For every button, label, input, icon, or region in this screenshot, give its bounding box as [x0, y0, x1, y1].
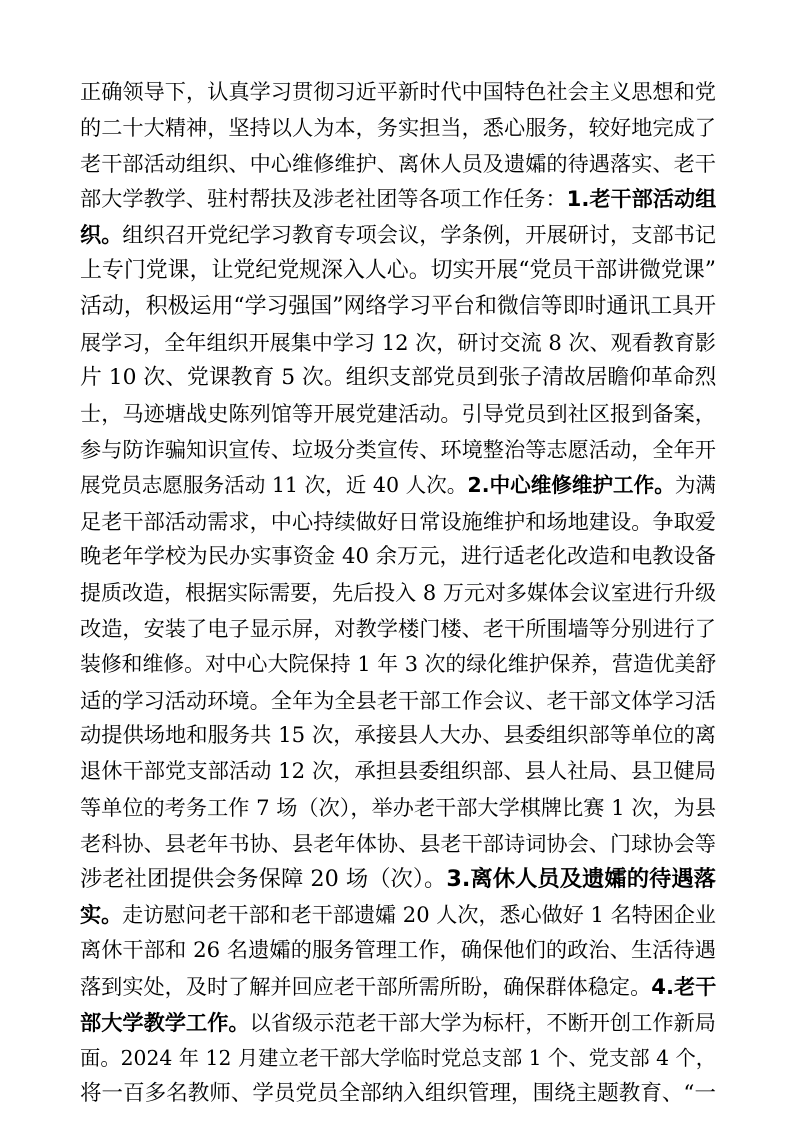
body-text: 适的学习活动环境。全年为全县老干部工作会议、老干部文体学习活: [80, 687, 716, 713]
text-line: [80, 360, 716, 396]
body-text: 正确领导下，认真学习贯彻习近平新时代中国特色社会主义思想和党: [80, 79, 716, 104]
body-text: 为满: [674, 472, 716, 497]
text-line: [80, 754, 716, 790]
text-line: [80, 74, 716, 110]
bold-heading-text: 1.老干部活动组: [566, 186, 716, 212]
body-text: 部大学教学、驻村帮扶及涉老社团等各项工作任务：: [80, 186, 567, 212]
text-line: [80, 683, 716, 719]
body-text: 改造，安装了电子显示屏，对教学楼门楼、老干所围墙等分别进行了: [80, 615, 716, 641]
bold-heading-text: 织。: [80, 222, 123, 248]
body-text: 动提供场地和服务共 15 次，承接县人大办、县委组织部等单位的离: [80, 723, 716, 749]
text-line: [80, 790, 716, 826]
text-line: [80, 862, 716, 898]
text-line: [80, 1076, 716, 1112]
bold-heading-text: 部大学教学工作。: [80, 1009, 250, 1035]
text-line: [80, 504, 716, 540]
body-text: 离休干部和 26 名遗孀的服务管理工作，确保他们的政治、生活待遇: [80, 938, 716, 964]
text-line: [80, 325, 716, 361]
body-text: 涉老社团提供会务保障 20 场（次）。: [80, 865, 447, 892]
body-text: 足老干部活动需求，中心持续做好日常设施维护和场地建设。争取爱: [80, 508, 716, 534]
bold-heading-text: 2.中心维修维护工作。: [467, 472, 675, 497]
body-text: 提质改造，根据实际需要，先后投入 8 万元对多媒体会议室进行升级: [80, 580, 716, 606]
body-text: 参与防诈骗知识宣传、垃圾分类宣传、环境整治等志愿活动，全年开: [80, 436, 716, 462]
text-line: [80, 253, 716, 289]
text-line: [80, 396, 716, 432]
body-text: 面。2024 年 12 月建立老干部大学临时党总支部 1 个、党支部 4 个，: [80, 1045, 716, 1070]
body-text: 展学习，全年组织开展集中学习 12 次，研讨交流 8 次、观看教育影: [80, 329, 716, 355]
body-text: 组织召开党纪学习教育专项会议，学条例，开展研讨，支部书记: [122, 222, 716, 248]
text-line: [80, 289, 716, 325]
text-line: [80, 897, 716, 933]
text-line: [80, 575, 716, 611]
body-text: 活动，积极运用“学习强国”网络学习平台和微信等即时通讯工具开: [80, 293, 716, 319]
text-line: [80, 1005, 716, 1041]
bold-heading-text: 实。: [80, 902, 123, 928]
text-line: [80, 969, 716, 1005]
text-line: [80, 611, 716, 647]
bold-heading-text: 4.老干: [651, 973, 716, 999]
text-line: [80, 718, 716, 754]
body-text: 等单位的考务工作 7 场（次），举办老干部大学棋牌比赛 1 次，为县: [80, 794, 716, 820]
body-text: 的二十大精神，坚持以人为本，务实担当，悉心服务，较好地完成了: [80, 114, 716, 140]
text-line: [80, 933, 716, 969]
text-line: [80, 539, 716, 575]
body-text: 晚老年学校为民办实事资金 40 余万元，进行适老化改造和电教设备: [80, 544, 716, 570]
text-line: [80, 146, 716, 182]
text-line: [80, 432, 716, 468]
body-text: 展党员志愿服务活动 11 次，近 40 人次。: [80, 472, 468, 497]
text-line: [80, 647, 716, 683]
body-text: 以省级示范老干部大学为标杆，不断开创工作新局: [249, 1009, 716, 1035]
body-text: 将一百多名教师、学员党员全部纳入组织管理，围绕主题教育、“一: [80, 1081, 716, 1107]
text-line: [80, 1041, 716, 1077]
body-text: 上专门党课，让党纪党规深入人心。切实开展“党员干部讲微党课”: [80, 257, 716, 283]
text-line: [80, 110, 716, 146]
body-text: 老科协、县老年书协、县老年体协、县老干部诗词协会、门球协会等: [80, 830, 716, 856]
body-text: 退休干部党支部活动 12 次，承担县委组织部、县人社局、县卫健局: [80, 759, 716, 785]
text-line: [80, 217, 716, 253]
body-text: 落到实处，及时了解并回应老干部所需所盼，确保群体稳定。: [80, 973, 652, 999]
text-line: [80, 468, 716, 504]
body-paragraph: [80, 74, 716, 1112]
text-line: [80, 181, 716, 217]
body-text: 老干部活动组织、中心维修维护、离休人员及遗孀的待遇落实、老干: [80, 150, 716, 176]
body-text: 走访慰问老干部和老干部遗孀 20 人次，悉心做好 1 名特困企业: [122, 902, 716, 928]
bold-heading-text: 3.离休人员及遗孀的待遇落: [446, 865, 716, 892]
body-text: 装修和维修。对中心大院保持 1 年 3 次的绿化维护保养，营造优美舒: [80, 651, 716, 676]
text-line: [80, 826, 716, 862]
body-text: 片 10 次、党课教育 5 次。组织支部党员到张子清故居瞻仰革命烈: [80, 365, 716, 391]
body-text: 士，马迹塘战史陈列馆等开展党建活动。引导党员到社区报到备案，: [80, 401, 716, 427]
